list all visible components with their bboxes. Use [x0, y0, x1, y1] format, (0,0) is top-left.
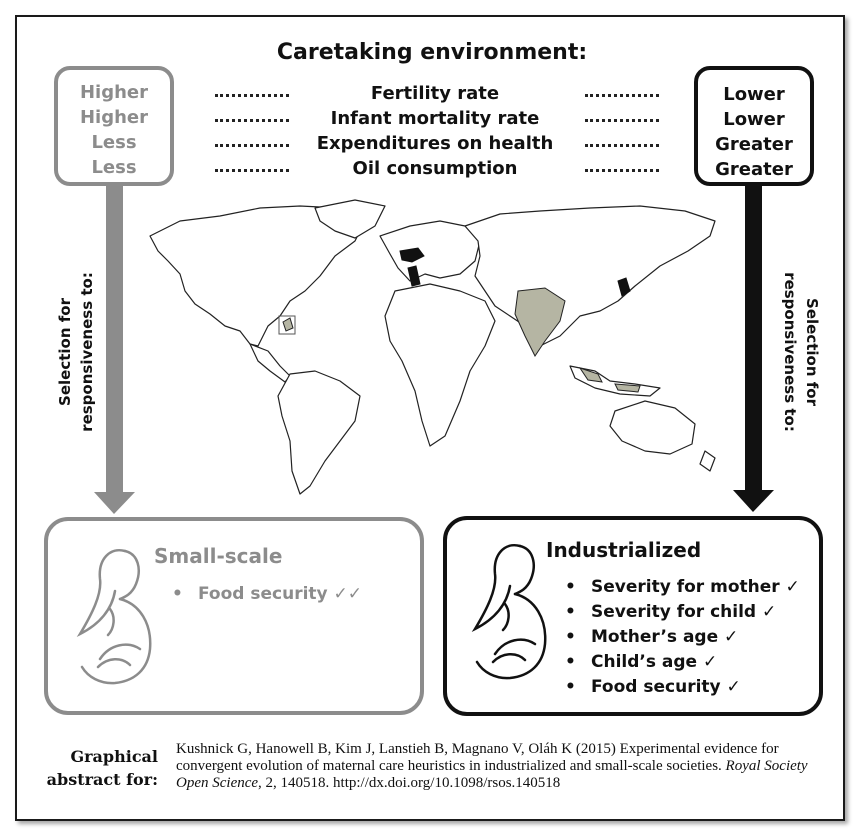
- industrialized-item: [565, 602, 776, 622]
- industrialized-heading: Industrialized: [546, 538, 702, 562]
- industrialized-item: [565, 577, 800, 597]
- bullet: •: [565, 627, 576, 647]
- citation: [176, 741, 816, 792]
- asia-outline: [465, 206, 715, 346]
- right-arrow-label-line1: Selection for: [803, 298, 821, 406]
- world-map: [140, 196, 730, 496]
- metric-mortality: Infant mortality rate: [330, 108, 540, 129]
- citation-volume-doi: , 2, 140518. http://dx.doi.org/10.1098/rsos.140518: [258, 775, 561, 791]
- left-arrow-label: [54, 262, 98, 442]
- caribbean-highlight: [283, 318, 293, 331]
- metric-oil: Oil consumption: [352, 158, 518, 179]
- industrialized-item-text: Severity for child ✓: [591, 602, 777, 622]
- mother-child-icon: [465, 534, 555, 684]
- industrialized-item: [565, 652, 717, 672]
- left-value-mortality: Higher: [79, 107, 149, 128]
- industrialized-item: [565, 627, 738, 647]
- footer-label-line1: Graphical: [70, 747, 158, 766]
- right-black-arrow: [733, 186, 774, 512]
- bullet: •: [565, 677, 576, 697]
- right-value-oil: Greater: [715, 159, 793, 180]
- right-value-fertility: Lower: [723, 84, 785, 105]
- citation-authors-title: Kushnick G, Hanowell B, Kim J, Lanstieh B, Magnano V, Oláh K (2015) Experimental evidence for convergent evolution of maternal care heuristics in industrialized and small-scale societies.: [176, 741, 779, 774]
- bullet: •: [565, 652, 576, 672]
- industrialized-item-text: Mother’s age ✓: [591, 627, 739, 647]
- industrialized-box: [443, 516, 823, 716]
- footer-label: [38, 745, 158, 791]
- metric-fertility: Fertility rate: [370, 83, 500, 104]
- india-highlight: [515, 288, 565, 356]
- right-arrow-label: [779, 262, 823, 442]
- new-zealand-outline: [700, 451, 715, 471]
- mother-child-icon: [70, 539, 160, 689]
- industrialized-item: [565, 677, 741, 697]
- left-arrow-label-line2: responsiveness to:: [78, 272, 96, 432]
- bullet: •: [565, 602, 576, 622]
- south-america-outline: [278, 371, 360, 494]
- right-value-health: Greater: [715, 134, 793, 155]
- africa-outline: [385, 284, 495, 446]
- left-value-health: Less: [91, 132, 137, 153]
- europe-outline: [380, 221, 480, 281]
- bullet: •: [565, 577, 576, 597]
- left-value-fertility: Higher: [79, 82, 149, 103]
- footer-label-line2: abstract for:: [46, 770, 158, 789]
- metric-health: Expenditures on health: [316, 133, 554, 154]
- right-arrow-label-line2: responsiveness to:: [781, 272, 799, 432]
- left-value-oil: Less: [91, 157, 137, 178]
- central-america-outline: [250, 344, 290, 382]
- australia-outline: [610, 401, 695, 454]
- small-scale-item: [172, 584, 362, 604]
- left-gray-arrow: [94, 186, 135, 514]
- small-scale-box: [44, 517, 424, 715]
- right-value-mortality: Lower: [723, 109, 785, 130]
- industrialized-item-text: Food security ✓: [591, 677, 741, 697]
- diagram-title: Caretaking environment:: [276, 40, 588, 65]
- small-scale-heading: Small-scale: [154, 544, 283, 568]
- citation-journal: Royal Society Open Science: [176, 758, 808, 791]
- left-arrow-label-line1: Selection for: [56, 298, 74, 406]
- small-scale-item-text: Food security ✓✓: [198, 584, 363, 604]
- industrialized-item-text: Child’s age ✓: [591, 652, 718, 672]
- bullet: •: [172, 584, 183, 604]
- industrialized-item-text: Severity for mother ✓: [591, 577, 800, 597]
